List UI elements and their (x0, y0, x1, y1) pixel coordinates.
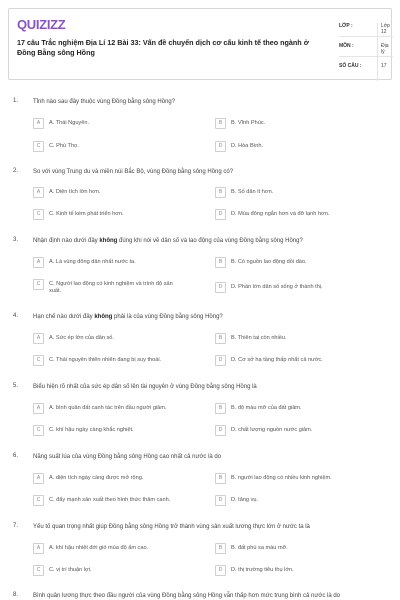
question-number: 7. (13, 523, 19, 529)
mon-value: Địa lý (381, 43, 389, 55)
question-text: So với vùng Trung du và miền núi Bắc Bộ, vùng Đồng bằng sông Hồng có? (33, 169, 234, 175)
option-letter-box: C (33, 209, 44, 220)
option-letter-box: A (33, 543, 44, 554)
option-letter-box: B (215, 118, 226, 129)
option-d[interactable] (215, 425, 390, 439)
option-letter-box: C (33, 565, 44, 576)
option-letter-box: C (33, 425, 44, 436)
option-text: D. Hòa Bình. (231, 143, 264, 149)
option-c[interactable] (33, 141, 208, 155)
option-text: B. Vĩnh Phúc. (231, 120, 266, 126)
option-letter-box: A (33, 333, 44, 344)
option-text: A. khí hậu nhiệt đới gió mùa độ ẩm cao. (49, 545, 149, 551)
option-text: B. độ màu mỡ của đất giảm. (231, 405, 302, 411)
option-text: A. Sức ép lớn của dân số. (49, 335, 114, 341)
option-b[interactable] (215, 403, 390, 417)
emphasis-word: không (94, 314, 113, 320)
option-c[interactable] (33, 209, 208, 223)
option-letter-box: C (33, 141, 44, 152)
lop-value: Lớp 12 (381, 23, 390, 35)
option-c[interactable] (33, 279, 208, 299)
option-a[interactable] (33, 257, 208, 271)
question-text-part: đúng khi nói về dân số và lao động của vùng Đồng bằng sông Hồng? (117, 238, 303, 244)
option-letter-box: C (33, 355, 44, 366)
option-letter-box: A (33, 187, 44, 198)
option-letter-box: B (215, 543, 226, 554)
socau-value: 17 (381, 63, 387, 69)
option-text: B. đất phù sa màu mỡ. (231, 545, 288, 551)
option-text: B. Có nguồn lao động dồi dào. (231, 259, 307, 265)
option-text: D. chất lượng nguồn nước giảm. (231, 427, 313, 433)
option-letter-box: B (215, 403, 226, 414)
option-text: C. đẩy mạnh sản xuất theo hình thức thâm canh. (49, 497, 171, 503)
option-letter-box: D (215, 209, 226, 220)
option-c[interactable] (33, 565, 208, 579)
option-text: A. Là vùng đông dân nhất nước ta. (49, 259, 136, 265)
question-text (33, 313, 383, 321)
option-a[interactable] (33, 403, 208, 417)
option-letter-box: C (33, 279, 44, 290)
option-letter-box: B (215, 257, 226, 268)
lop-label: LỚP : (339, 23, 353, 29)
worksheet-meta (339, 17, 393, 77)
option-text: C. vị trí thuận lợi. (49, 567, 92, 573)
option-text: C. khí hậu ngày càng khắc nghiệt. (49, 427, 134, 433)
option-b[interactable] (215, 187, 390, 201)
question-text: Yếu tố quan trọng nhất giúp Đồng bằng sông Hồng trở thành vùng sản xuất lương thực lớn ở nước ta là (33, 524, 310, 530)
question-number: 5. (13, 383, 19, 389)
option-letter-box: A (33, 257, 44, 268)
option-letter-box: B (215, 333, 226, 344)
option-b[interactable] (215, 118, 390, 132)
option-letter-box: B (215, 187, 226, 198)
option-text: D. thị trường tiêu thụ lớn. (231, 567, 294, 573)
option-d[interactable] (215, 495, 390, 509)
question-text-part: Nhận định nào dưới đây (33, 238, 100, 244)
worksheet-header (8, 8, 392, 80)
option-text: A. Diện tích lớn hơn. (49, 189, 101, 195)
option-letter-box: D (215, 282, 226, 293)
option-letter-box: D (215, 141, 226, 152)
question-text: Bình quân lương thực theo đầu người của vùng Đồng bằng sông Hồng vẫn thấp hơn mức trung bình cả nước là do (33, 593, 341, 599)
question-number: 4. (13, 313, 19, 319)
option-letter-box: A (33, 473, 44, 484)
question-number: 6. (13, 453, 19, 459)
option-text: B. người lao động có nhiều kinh nghiệm. (231, 475, 332, 481)
option-letter-box: D (215, 425, 226, 436)
option-letter-box: A (33, 403, 44, 414)
option-letter-box: D (215, 495, 226, 506)
option-c[interactable] (33, 425, 208, 439)
option-text: B. Thiên tai còn nhiều. (231, 335, 287, 341)
emphasis-word: không (99, 238, 118, 244)
question-number: 3. (13, 237, 19, 243)
option-c[interactable] (33, 355, 208, 369)
option-letter-box: A (33, 118, 44, 129)
question-number: 8. (13, 592, 19, 598)
option-b[interactable] (215, 257, 390, 271)
meta-row-mon (339, 37, 393, 57)
option-text: C. Người lao động có kinh nghiệm và trình độ sản xuất. (49, 281, 173, 294)
question-text: Năng suất lúa của vùng Đồng bằng sông Hồng cao nhất cả nước là do (33, 454, 222, 460)
option-letter-box: D (215, 565, 226, 576)
option-d[interactable] (215, 355, 390, 369)
option-b[interactable] (215, 333, 390, 347)
option-text: D. Phần lớn dân số sống ở thành thị. (231, 284, 323, 290)
question-text-part: phải là của vùng Đồng bằng sông Hồng? (112, 314, 223, 320)
option-text: D. Cơ sở hạ tầng thấp nhất cả nước. (231, 357, 323, 363)
option-d[interactable] (215, 141, 390, 155)
option-letter-box: D (215, 355, 226, 366)
option-a[interactable] (33, 473, 208, 487)
meta-row-socau (339, 57, 393, 77)
option-b[interactable] (215, 543, 390, 557)
option-a[interactable] (33, 118, 208, 132)
socau-label: SỐ CÂU : (339, 63, 362, 69)
option-d[interactable] (215, 282, 390, 296)
option-text: C. Kinh tế kém phát triển hơn. (49, 211, 124, 217)
question-text: Biểu hiện rõ nhất của sức ép dân số lên tài nguyên ở vùng Đồng bằng sông Hồng là (33, 384, 257, 390)
option-letter-box: B (215, 473, 226, 484)
option-text: C. Thái nguyên thiên nhiên đang bị suy thoái. (49, 357, 162, 363)
question-number: 1. (13, 98, 19, 104)
mon-label: MÔN : (339, 43, 354, 49)
question-text (33, 237, 383, 245)
option-c[interactable] (33, 495, 208, 509)
question-text: Tỉnh nào sau đây thuộc vùng Đồng bằng sông Hồng? (33, 99, 176, 105)
option-text: B. Số dân ít hơn. (231, 189, 274, 195)
option-text: A. Thái Nguyên. (49, 120, 90, 126)
quizizz-logo: QUIZIZZ (17, 17, 66, 32)
question-number: 2. (13, 168, 19, 174)
option-letter-box: C (33, 495, 44, 506)
option-d[interactable] (215, 565, 390, 579)
option-a[interactable] (33, 543, 208, 557)
worksheet-title: 17 câu Trắc nghiệm Địa Lí 12 Bài 33: Vấn đề chuyển dịch cơ cấu kinh tế theo ngành ở Đồng Bằng sông Hồng (17, 38, 309, 57)
meta-row-lop (339, 17, 393, 37)
question-text-part: Hạn chế nào dưới đây (33, 314, 95, 320)
option-text: A. diện tích ngày càng được mở rộng. (49, 475, 144, 481)
option-b[interactable] (215, 473, 390, 487)
option-text: A. bình quân đất canh tác trên đầu người giảm. (49, 405, 167, 411)
option-a[interactable] (33, 187, 208, 201)
option-text: C. Phú Thọ. (49, 143, 79, 149)
option-d[interactable] (215, 209, 390, 223)
option-text: D. tăng vụ. (231, 497, 259, 503)
option-text: D. Mùa đông ngắn hơn và đỡ lạnh hơn. (231, 211, 330, 217)
option-a[interactable] (33, 333, 208, 347)
